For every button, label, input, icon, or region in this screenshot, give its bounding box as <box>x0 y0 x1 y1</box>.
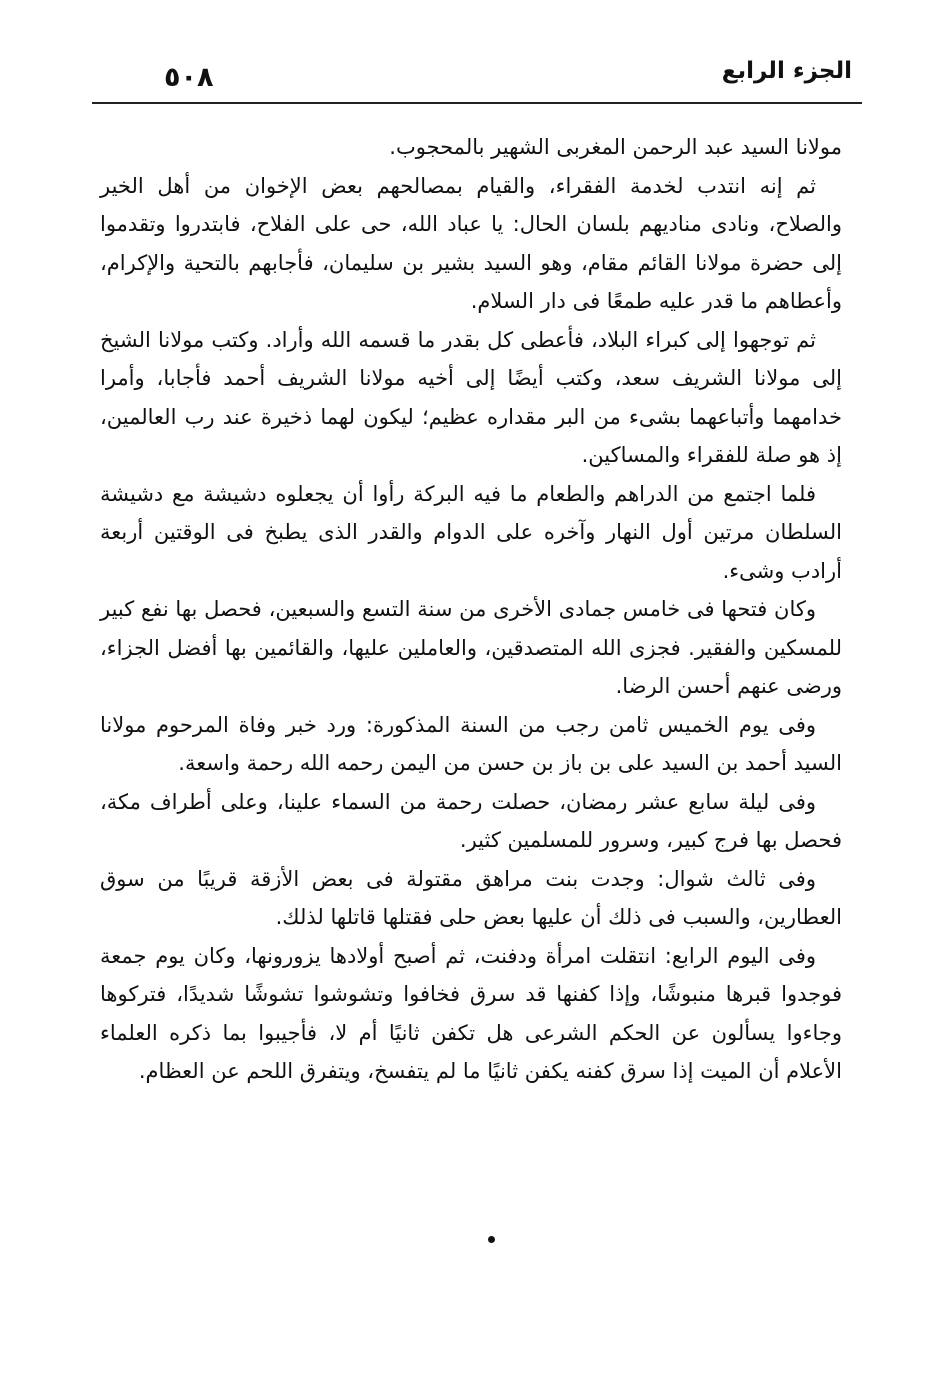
paragraph: فلما اجتمع من الدراهم والطعام ما فيه البركة رأوا أن يجعلوه دشيشة مع دشيشة السلطان مرتين أول النهار وآخره على الدوام والقدر الذى يطبخ فى الوقتين أربعة أرادب وشىء. <box>100 481 842 583</box>
page-number: ٥٠٨ <box>164 62 214 93</box>
body-text <box>100 128 842 1091</box>
paragraph: وفى اليوم الرابع: انتقلت امرأة ودفنت، ثم أصبح أولادها يزورونها، وكان يوم جمعة فوجدوا قبرها منبوشًا، وإذا كفنها قد سرق فخافوا وتشوشوا تشوشًا شديدًا، فتركوها وجاءوا يسألون عن الحكم الشرعى هل تكفن ثانيًا أم لا، فأجيبوا بما ذكره العلماء الأعلام أن الميت إذا سرق كفنه يكفن ثانيًا ما لم يتفسخ، ويتفرق اللحم عن العظام. <box>100 943 842 1083</box>
header-divider <box>92 102 862 104</box>
paragraph: ثم إنه انتدب لخدمة الفقراء، والقيام بمصالحهم بعض الإخوان من أهل الخير والصلاح، ونادى مناديهم بلسان الحال: يا عباد الله، حى على الفلاح، فابتدروا وتقدموا إلى حضرة مولانا القائم مقام، وهو السيد بشير بن سليمان، فأجابهم بالتحية والإكرام، وأعطاهم ما قدر عليه طمعًا فى دار السلام. <box>100 173 842 313</box>
running-title: الجزء الرابع <box>721 58 852 84</box>
paragraph: وفى يوم الخميس ثامن رجب من السنة المذكورة: ورد خبر وفاة المرحوم مولانا السيد أحمد بن السيد على بن باز بن حسن من اليمن رحمه الله رحمة واسعة. <box>100 712 842 775</box>
page-header <box>92 52 860 102</box>
paragraph: وفى ليلة سابع عشر رمضان، حصلت رحمة من السماء علينا، وعلى أطراف مكة، فحصل بها فرج كبير، وسرور للمسلمين كثير. <box>100 789 842 852</box>
paragraph: وفى ثالث شوال: وجدت بنت مراهق مقتولة فى بعض الأزقة قريبًا من سوق العطارين، والسبب فى ذلك أن عليها بعض حلى فقتلها قاتلها لذلك. <box>100 866 842 929</box>
ink-dot <box>488 1236 495 1243</box>
paragraph: مولانا السيد عبد الرحمن المغربى الشهير بالمحجوب. <box>389 135 842 159</box>
paragraph: ثم توجهوا إلى كبراء البلاد، فأعطى كل بقدر ما قسمه الله وأراد. وكتب مولانا الشيخ إلى مولانا الشريف سعد، وكتب أيضًا إلى أخيه مولانا الشريف أحمد فأجابا، وأمرا خدامهما وأتباعهما بشىء من البر مقداره عظيم؛ ليكون لهما ذخيرة عند رب العالمين، إذ هو صلة للفقراء والمساكين. <box>100 327 842 467</box>
paragraph: وكان فتحها فى خامس جمادى الأخرى من سنة التسع والسبعين، فحصل بها نفع كبير للمسكين والفقير. فجزى الله المتصدقين، والعاملين عليها، والقائمين بها أفضل الجزاء، ورضى عنهم أحسن الرضا. <box>100 597 842 698</box>
